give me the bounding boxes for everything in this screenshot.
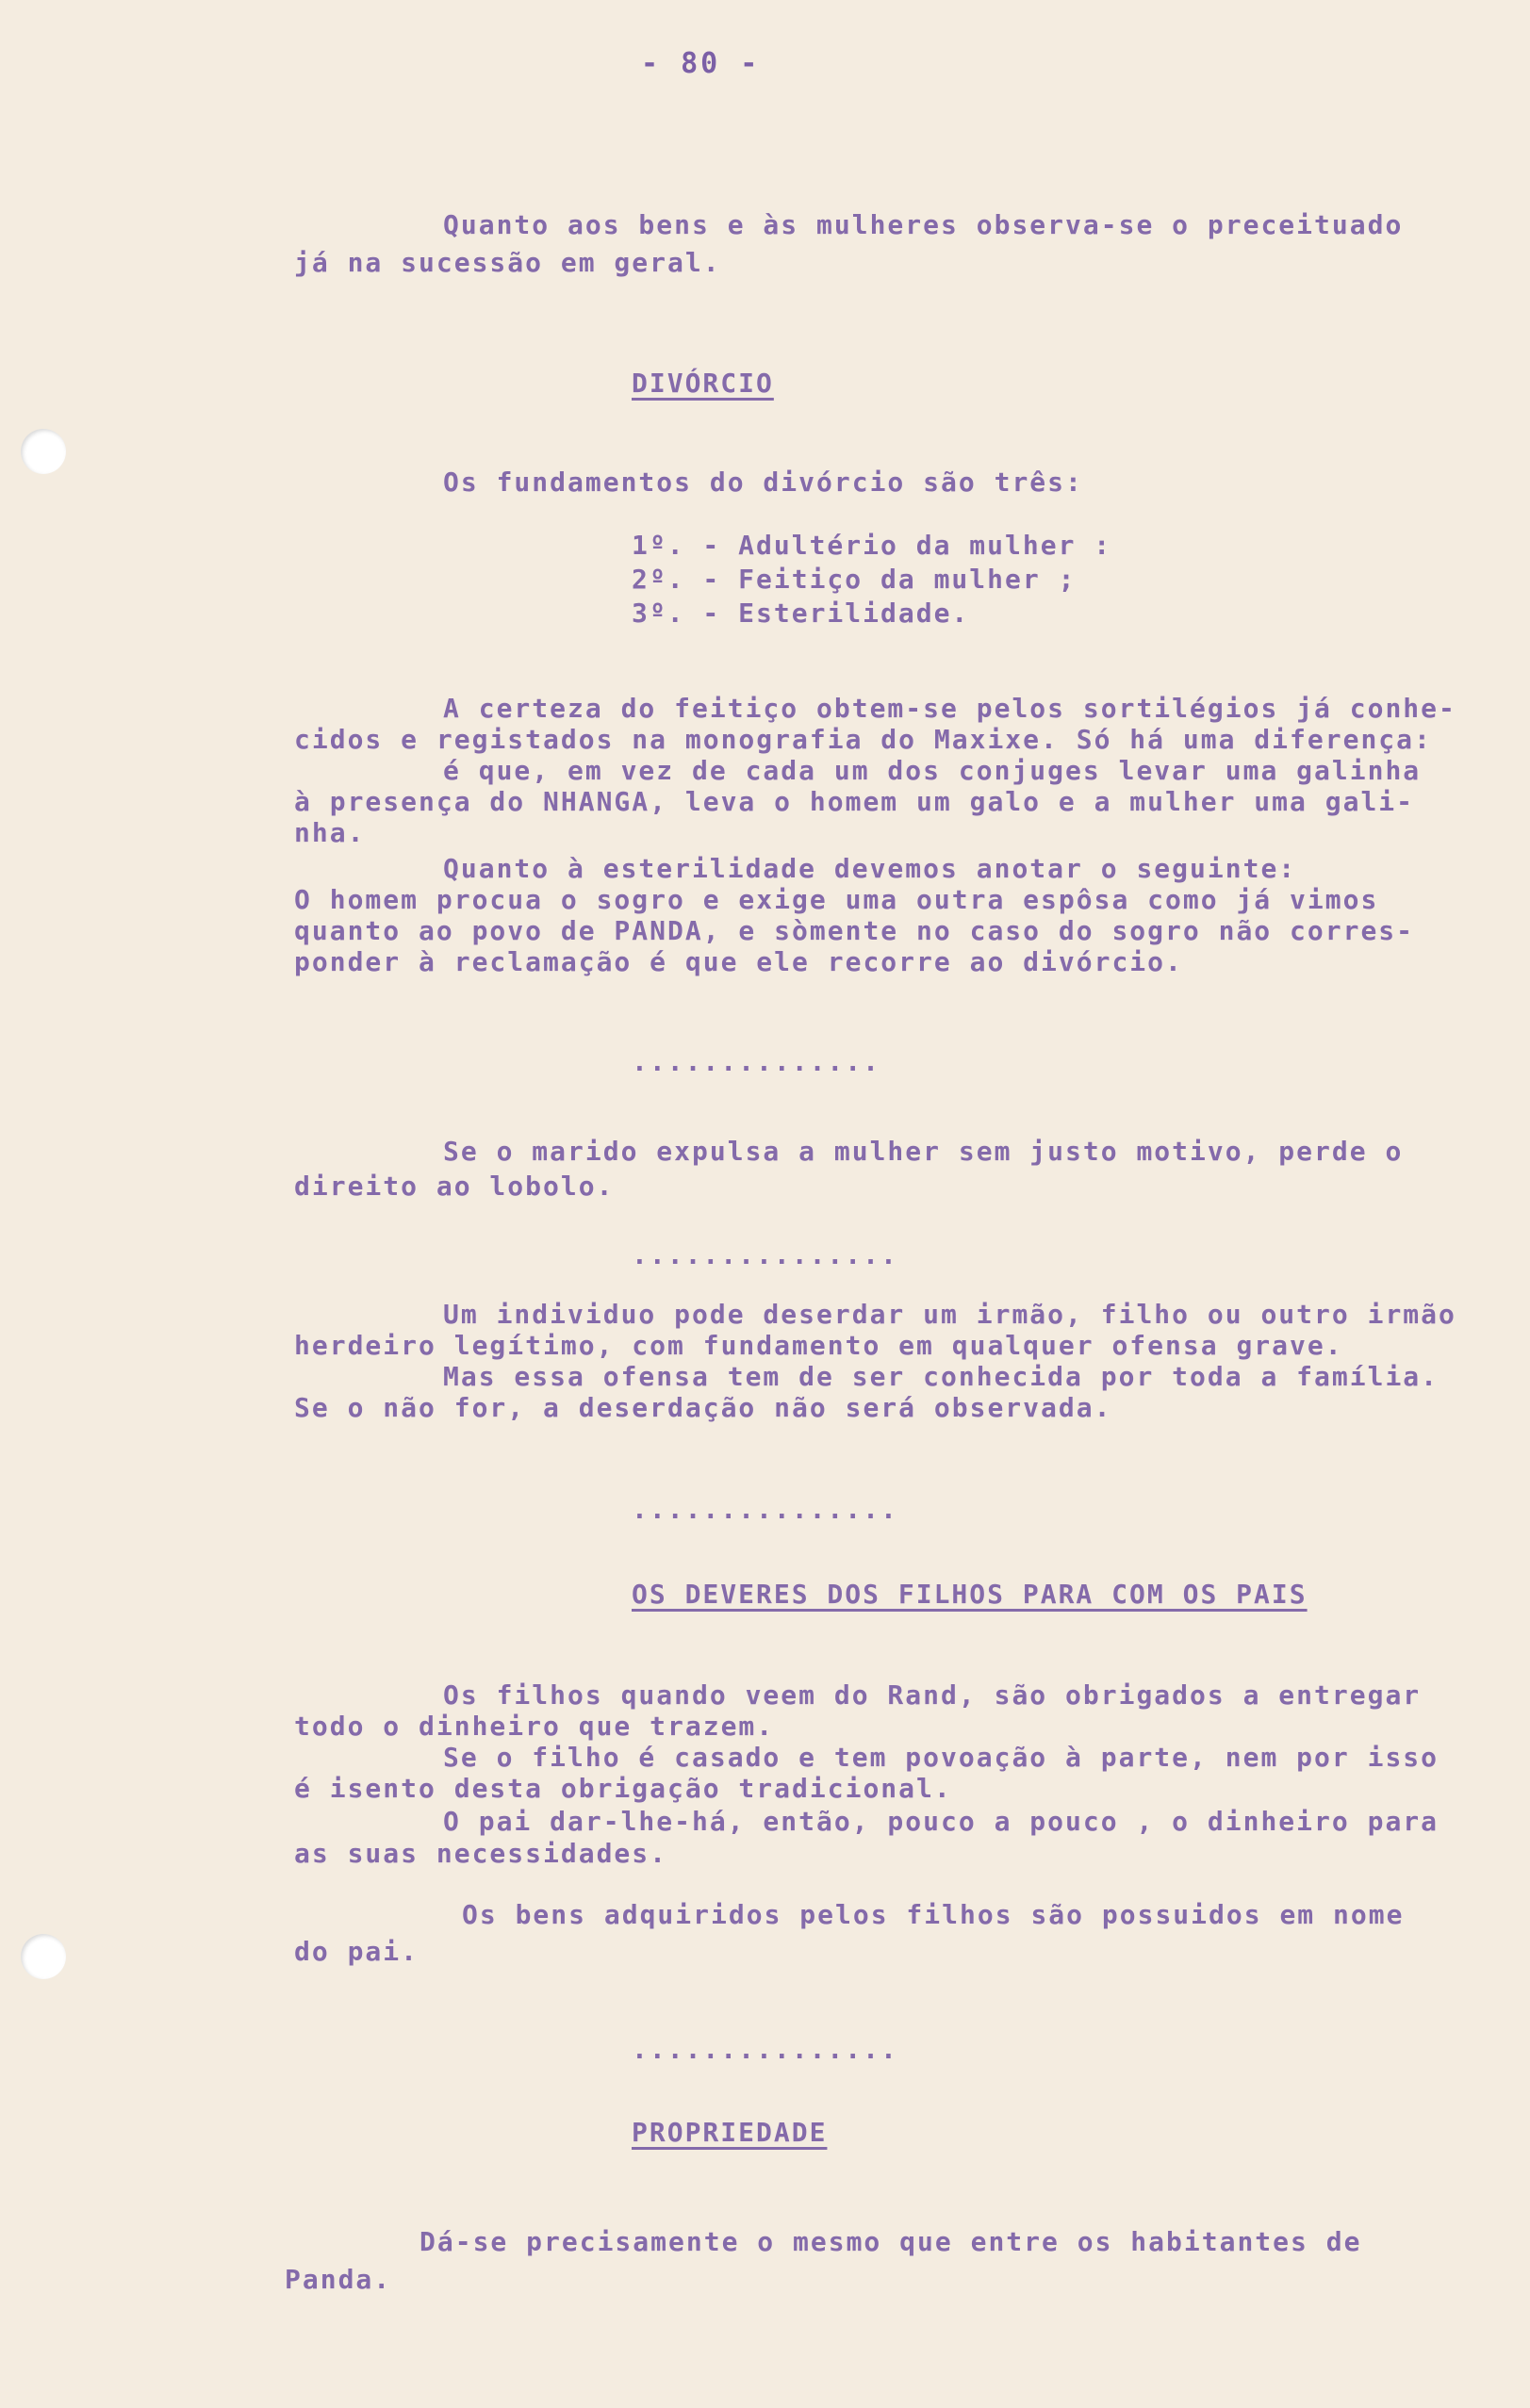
- divorcio-item-1: 1º. - Adultério da mulher :: [632, 530, 1112, 561]
- divorcio-p1-line-5: nha.: [294, 817, 366, 848]
- punch-hole-top: [21, 429, 66, 474]
- separator-1: ..............: [632, 1046, 881, 1077]
- separator-4: ...............: [632, 2034, 898, 2065]
- deveres-p1-line-3: Se o filho é casado e tem povoação à parte, nem por isso: [443, 1742, 1440, 1773]
- section-title-deveres: OS DEVERES DOS FILHOS PARA COM OS PAIS: [632, 1579, 1308, 1610]
- divorcio-p1-line-1: A certeza do feitiço obtem-se pelos sortilégios já conhe-: [443, 693, 1456, 724]
- divorcio-p2-line-2: O homem procua o sogro e exige uma outra espôsa como já vimos: [294, 884, 1379, 915]
- divorcio-item-3: 3º. - Esterilidade.: [632, 598, 970, 629]
- deveres-p1-line-4: é isento desta obrigação tradicional.: [294, 1773, 952, 1804]
- lobolo-line-2: direito ao lobolo.: [294, 1171, 615, 1202]
- deserdar-line-1: Um individuo pode deserdar um irmão, filho ou outro irmão: [443, 1299, 1456, 1330]
- separator-3: ...............: [632, 1494, 898, 1525]
- deserdar-line-4: Se o não for, a deserdação não será observada.: [294, 1392, 1112, 1423]
- separator-2: ...............: [632, 1239, 898, 1270]
- intro-line-2: já na sucessão em geral.: [294, 247, 721, 278]
- section-title-propriedade: PROPRIEDADE: [632, 2117, 828, 2148]
- intro-line-1: Quanto aos bens e às mulheres observa-se o preceituado: [443, 209, 1404, 240]
- deveres-p1-line-2: todo o dinheiro que trazem.: [294, 1711, 775, 1742]
- divorcio-p1-line-4: à presença do NHANGA, leva o homem um galo e a mulher uma gali-: [294, 786, 1415, 817]
- propriedade-line-2: Panda.: [285, 2264, 392, 2295]
- divorcio-p2-line-1: Quanto à esterilidade devemos anotar o seguinte:: [443, 853, 1297, 884]
- divorcio-item-2: 2º. - Feitiço da mulher ;: [632, 564, 1077, 595]
- divorcio-p2-line-4: ponder à reclamação é que ele recorre ao divórcio.: [294, 946, 1183, 977]
- deveres-p1-line-6: as suas necessidades.: [294, 1838, 668, 1869]
- page-number: - 80 -: [641, 47, 761, 80]
- deveres-p1-line-5: O pai dar-lhe-há, então, pouco a pouco , o dinheiro para: [443, 1806, 1440, 1837]
- deveres-p2-line-1: Os bens adquiridos pelos filhos são possuidos em nome: [462, 1899, 1405, 1930]
- section-title-divorcio: DIVÓRCIO: [632, 368, 774, 399]
- divorcio-p2-line-3: quanto ao povo de PANDA, e sòmente no caso do sogro não corres-: [294, 915, 1415, 946]
- deserdar-line-3: Mas essa ofensa tem de ser conhecida por toda a família.: [443, 1361, 1440, 1392]
- divorcio-intro: Os fundamentos do divórcio são três:: [443, 467, 1083, 498]
- deserdar-line-2: herdeiro legítimo, com fundamento em qualquer ofensa grave.: [294, 1330, 1343, 1361]
- deveres-p1-line-1: Os filhos quando veem do Rand, são obrigados a entregar: [443, 1679, 1422, 1711]
- deveres-p2-line-2: do pai.: [294, 1936, 420, 1967]
- punch-hole-bottom: [21, 1934, 66, 1979]
- lobolo-line-1: Se o marido expulsa a mulher sem justo motivo, perde o: [443, 1136, 1404, 1167]
- divorcio-p1-line-2: cidos e registados na monografia do Maxixe. Só há uma diferença:: [294, 724, 1432, 755]
- propriedade-line-1: Dá-se precisamente o mesmo que entre os habitantes de: [420, 2226, 1362, 2257]
- divorcio-p1-line-3: é que, em vez de cada um dos conjuges levar uma galinha: [443, 755, 1422, 786]
